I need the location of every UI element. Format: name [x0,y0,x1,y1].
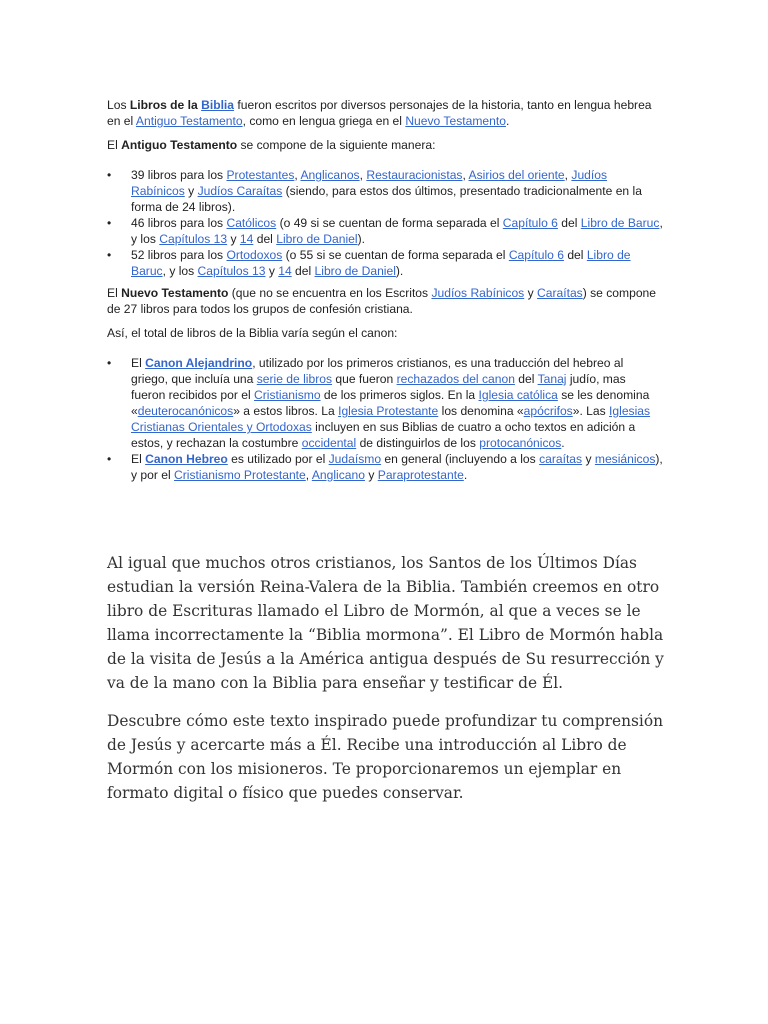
missionary-text [107,551,667,819]
text: del [563,248,587,262]
link[interactable]: serie de libros [256,372,333,386]
link[interactable]: Libro de Baruc [131,248,631,278]
text: del [514,372,538,386]
text: judío, mas fueron recibidos por el [131,372,626,402]
link[interactable]: deuterocanónicos [137,404,234,418]
link[interactable]: Capítulo 6 [508,248,564,262]
link[interactable]: Capítulo 6 [502,216,558,230]
link[interactable]: Capítulos 13 [197,264,266,278]
text: El [131,356,146,370]
link[interactable]: Judíos Rabínicos [131,168,608,198]
link[interactable]: Iglesias Cristianas Orientales y Ortodoxas [131,404,651,434]
at-intro-paragraph [107,137,663,153]
link[interactable]: Canon Alejandrino [145,356,253,370]
link[interactable]: Judíos Caraítas [197,184,283,198]
text: , [359,168,367,182]
text: Los [107,98,130,112]
link[interactable]: Capítulos 13 [159,232,228,246]
text: . [505,114,510,128]
link[interactable]: Restauracionistas [366,168,463,182]
text: ). [357,232,365,246]
canon-list [107,355,663,483]
link[interactable]: Canon Hebreo [145,452,228,466]
link[interactable]: Ortodoxos [226,248,283,262]
list-item-canon-alejandrino [107,355,663,451]
text: , como en lengua griega en el [242,114,406,128]
text: , [305,468,312,482]
text: , [564,168,572,182]
text: es utilizado por el [227,452,329,466]
text: (o 55 si se cuentan de forma separada el [282,248,509,262]
text: ». Las [572,404,610,418]
text: , [462,168,469,182]
text: 39 libros para los [131,168,227,182]
link[interactable]: Libro de Daniel [276,232,358,246]
text: y [265,264,279,278]
text: , y los [162,264,198,278]
wikipedia-excerpt [107,97,663,489]
link[interactable]: mesiánicos [594,452,656,466]
link[interactable]: Protestantes [226,168,295,182]
link[interactable]: Iglesia Protestante [338,404,439,418]
text: . [561,436,565,450]
text: y [184,184,198,198]
text: fueron escritos por diversos personajes de la historia, tanto en lengua hebrea en el [107,98,652,128]
list-item [107,167,663,215]
link[interactable]: Anglicanos [300,168,360,182]
link[interactable]: Tanaj [537,372,567,386]
text: y [582,452,595,466]
text: de distinguirlos de los [356,436,480,450]
text: El [107,286,122,300]
at-list [107,167,663,279]
link[interactable]: Cristianismo Protestante [174,468,306,482]
text: . [463,468,468,482]
nt-intro-paragraph [107,285,663,317]
link[interactable]: protocanónicos [479,436,562,450]
text: ) se compone de 27 libros para todos los grupos de confesión cristiana. [107,286,657,316]
text: incluyen en sus Biblias de cuatro a ocho textos en adición a estos, y rechazan la costumbre [131,420,636,450]
list-item [107,247,663,279]
bold-text: Libros de la [129,98,202,112]
link[interactable]: Católicos [226,216,277,230]
text: , y los [131,216,663,246]
text: 46 libros para los [131,216,227,230]
text: , [294,168,301,182]
text: y [364,468,378,482]
text: en general (incluyendo a los [381,452,540,466]
link[interactable]: Paraprotestante [377,468,464,482]
text: » a estos libros. La [233,404,339,418]
link[interactable]: caraítas [539,452,583,466]
text: 52 libros para los [131,248,227,262]
link[interactable]: rechazados del canon [396,372,515,386]
text: ), y por el [131,452,663,482]
text: , utilizado por los primeros cristianos, es una traducción del hebreo al griego, que incluía una [131,356,624,386]
link[interactable]: 14 [278,264,292,278]
list-item-canon-hebreo [107,451,663,483]
link[interactable]: Judaísmo [328,452,382,466]
link[interactable]: Iglesia católica [478,388,558,402]
text: los denomina « [438,404,524,418]
list-item [107,215,663,247]
link[interactable]: Libro de Baruc [580,216,660,230]
text: que fueron [332,372,397,386]
text: de los primeros siglos. En la [320,388,479,402]
canon-intro-paragraph: Así, el total de libros de la Biblia varía según el canon: [107,326,398,340]
text: (o 49 si se cuentan de forma separada el [276,216,503,230]
text: se les denomina « [131,388,650,418]
bold-text: Nuevo Testamento [121,286,229,300]
text: y [524,286,538,300]
link[interactable]: occidental [301,436,357,450]
text: del [291,264,315,278]
link[interactable]: Judíos Rabínicos [431,286,525,300]
bold-text: Antiguo Testamento [121,138,238,152]
prose-paragraph-1: Al igual que muchos otros cristianos, los Santos de los Últimos Días estudian la versión Reina-Valera de la Biblia. También creemos en otro libro de Escrituras llamado el Libro de Mormón, al que a veces se le llama incorrectamente la “Biblia mormona”. El Libro de Mormón habla de la visita de Jesús a la América antigua después de Su resurrección y va de la mano con la Biblia para enseñar y testificar de Él. [107,554,664,692]
link-biblia[interactable]: Biblia [201,98,235,112]
link[interactable]: Libro de Daniel [314,264,396,278]
text: y [227,232,240,246]
text: del [253,232,277,246]
link[interactable]: Caraítas [537,286,583,300]
text: se compone de la siguiente manera: [237,138,436,152]
link[interactable]: Asirios del oriente [468,168,565,182]
text: del [557,216,581,230]
text: ). [395,264,404,278]
intro-paragraph [107,97,663,129]
link[interactable]: 14 [239,232,254,246]
link[interactable]: Anglicano [311,468,365,482]
text: El [131,452,146,466]
text: (que no se encuentra en los Escritos [228,286,432,300]
link-nuevo-testamento[interactable]: Nuevo Testamento [405,114,506,128]
text: El [107,138,122,152]
text: (siendo, para estos dos últimos, presentado tradicionalmente en la forma de 24 libros). [131,184,642,214]
link[interactable]: apócrifos [523,404,573,418]
link-antiguo-testamento[interactable]: Antiguo Testamento [135,114,243,128]
prose-paragraph-2: Descubre cómo este texto inspirado puede profundizar tu comprensión de Jesús y acercarte más a Él. Recibe una introducción al Libro de Mormón con los misioneros. Te proporcionaremos un ejemplar en formato digital o físico que puedes conservar. [107,712,664,802]
link[interactable]: Cristianismo [254,388,321,402]
